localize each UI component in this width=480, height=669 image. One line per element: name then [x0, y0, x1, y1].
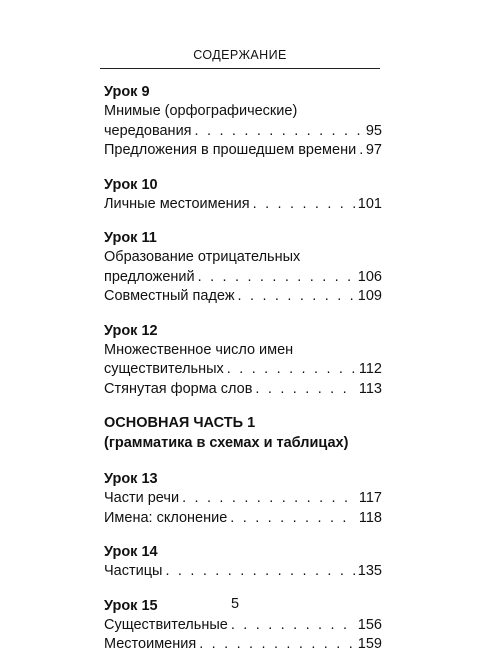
entry-page: 159 — [357, 636, 382, 652]
entry-page: 118 — [358, 509, 382, 526]
toc-entry[interactable] — [104, 509, 382, 529]
lesson-12 — [104, 321, 382, 400]
running-header: СОДЕРЖАНИЕ — [193, 48, 287, 62]
lesson-heading: Урок 13 — [104, 471, 158, 487]
toc-entry[interactable] — [104, 287, 382, 307]
entry-title: существительных — [104, 361, 224, 377]
dot-leader — [230, 509, 356, 529]
lesson-heading: Урок 11 — [104, 230, 157, 246]
entry-title: Частицы — [104, 563, 163, 579]
toc-entry[interactable] — [104, 360, 382, 380]
toc-entry[interactable] — [104, 616, 382, 636]
entry-title: Стянутая форма слов — [104, 380, 253, 397]
dot-leader — [182, 489, 356, 509]
page-number: 5 — [230, 596, 240, 612]
lesson-heading: Урок 14 — [104, 544, 158, 560]
lesson-13 — [104, 469, 382, 528]
table-of-contents — [104, 82, 382, 669]
toc-entry[interactable] — [104, 195, 382, 215]
toc-entry[interactable] — [104, 489, 382, 509]
entry-page: 106 — [357, 268, 382, 285]
entry-title: Предложения в прошедшем времени — [104, 142, 357, 158]
dot-leader — [195, 122, 363, 142]
entry-page: 113 — [358, 380, 382, 397]
lesson-heading: Урок 15 — [104, 597, 158, 614]
entry-title: Существительные — [104, 616, 228, 633]
dot-leader — [227, 360, 356, 380]
dot-leader — [253, 195, 355, 215]
lesson-9 — [104, 82, 382, 161]
entry-title: Имена: склонение — [104, 509, 228, 526]
entry-title: Части речи — [104, 490, 180, 506]
lesson-heading: Урок 12 — [104, 322, 158, 339]
toc-entry[interactable] — [104, 635, 382, 655]
lesson-11 — [104, 228, 382, 307]
entry-page: 101 — [357, 195, 382, 212]
lesson-14 — [104, 542, 382, 582]
main-part-heading — [104, 413, 382, 453]
lesson-10 — [104, 175, 382, 215]
entry-title-line: Мнимые (орфографические) — [104, 103, 298, 119]
entry-title: Личные местоимения — [104, 195, 250, 212]
entry-page: 156 — [357, 616, 382, 633]
entry-page: 95 — [365, 122, 382, 139]
entry-title: Совместный падеж — [104, 288, 235, 304]
toc-entry[interactable] — [104, 268, 382, 288]
dot-leader — [231, 616, 355, 636]
entry-page: 109 — [357, 288, 382, 304]
lesson-heading: Урок 10 — [104, 176, 158, 193]
part-subtitle: (грамматика в схемах и таблицах) — [104, 435, 349, 451]
toc-entry[interactable] — [104, 562, 382, 582]
entry-page: 97 — [365, 142, 382, 158]
dot-leader — [255, 380, 355, 400]
entry-page: 117 — [358, 490, 382, 506]
header-rule — [100, 68, 380, 69]
entry-title: чередования — [104, 122, 192, 139]
entry-page: 112 — [358, 361, 382, 377]
dot-leader — [359, 141, 363, 161]
dot-leader — [238, 287, 355, 307]
toc-entry[interactable] — [104, 141, 382, 161]
part-title: ОСНОВНАЯ ЧАСТЬ 1 — [104, 415, 256, 431]
entry-title: предложений — [104, 268, 195, 285]
entry-title-line: Множественное число имен — [104, 341, 294, 358]
lesson-heading: Урок 9 — [104, 84, 150, 100]
dot-leader — [199, 635, 355, 655]
entry-title: Местоимения — [104, 636, 197, 652]
entry-title-line: Образование отрицательных — [104, 249, 301, 265]
dot-leader — [165, 562, 354, 582]
toc-entry[interactable] — [104, 380, 382, 400]
dot-leader — [198, 268, 355, 288]
entry-page: 135 — [357, 563, 382, 579]
toc-entry[interactable] — [104, 122, 382, 142]
